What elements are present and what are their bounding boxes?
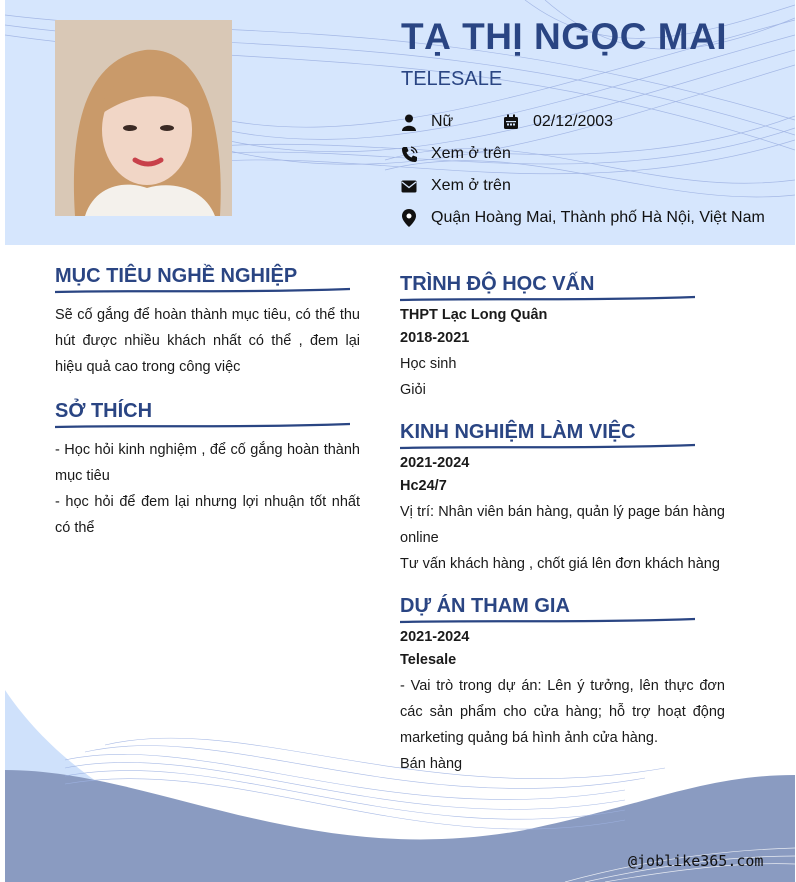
email-value: Xem ở trên bbox=[431, 177, 511, 194]
calendar-icon bbox=[502, 113, 520, 131]
birthdate-value: 02/12/2003 bbox=[533, 113, 614, 130]
birthdate-row bbox=[502, 113, 613, 131]
resume-page bbox=[5, 0, 795, 882]
experience-company: Hc24/7 bbox=[400, 478, 447, 494]
experience-heading-underline bbox=[400, 443, 695, 451]
project-period: 2021-2024 bbox=[400, 629, 470, 645]
phone-value: Xem ở trên bbox=[431, 145, 511, 162]
experience-heading: KINH NGHIỆM LÀM VIỆC bbox=[400, 421, 636, 443]
phone-icon bbox=[400, 145, 418, 163]
education-heading-underline bbox=[400, 295, 695, 303]
gender-value: Nữ bbox=[431, 113, 454, 130]
project-description: - Vai trò trong dự án: Lên ý tưởng, lên thực đơn các sản phẩm cho cửa hàng; hỗ trợ hoạt động marketing quảng bá hình ảnh cửa hàng. bbox=[400, 678, 725, 746]
education-school: THPT Lạc Long Quân bbox=[400, 307, 548, 323]
objective-text: Sẽ cố gắng để hoàn thành mục tiêu, có thể thu hút được nhiều khách nhất có thể , đem lại hiệu quả cao trong công việc bbox=[55, 307, 360, 375]
project-extra: Bán hàng bbox=[400, 756, 463, 772]
education-role: Học sinh bbox=[400, 356, 457, 372]
objective-heading: MỤC TIÊU NGHỀ NGHIỆP bbox=[55, 265, 298, 287]
envelope-icon bbox=[400, 177, 418, 195]
education-grade: Giỏi bbox=[400, 382, 426, 398]
address-row bbox=[400, 209, 765, 227]
projects-heading-underline bbox=[400, 617, 695, 625]
hobby-item: - Học hỏi kinh nghiệm , để cố gắng hoàn thành mục tiêu bbox=[55, 442, 360, 484]
email-row bbox=[400, 177, 511, 195]
address-value: Quận Hoàng Mai, Thành phố Hà Nội, Việt Nam bbox=[431, 209, 765, 226]
projects-heading: DỰ ÁN THAM GIA bbox=[400, 595, 570, 617]
map-pin-icon bbox=[400, 209, 418, 227]
experience-duty: Tư vấn khách hàng , chốt giá lên đơn khách hàng bbox=[400, 556, 720, 572]
hobbies-heading-underline bbox=[55, 422, 350, 430]
profile-photo bbox=[55, 20, 232, 216]
user-icon bbox=[400, 113, 418, 131]
gender-row bbox=[400, 113, 453, 131]
education-heading: TRÌNH ĐỘ HỌC VẤN bbox=[400, 273, 595, 295]
phone-row bbox=[400, 145, 511, 163]
education-period: 2018-2021 bbox=[400, 330, 470, 346]
candidate-title: TELESALE bbox=[401, 68, 503, 90]
project-name: Telesale bbox=[400, 652, 457, 668]
hobby-item: - học hỏi để đem lại nhưng lợi nhuận tốt nhất có thể bbox=[55, 494, 360, 536]
hobbies-heading: SỞ THÍCH bbox=[55, 400, 153, 422]
experience-period: 2021-2024 bbox=[400, 455, 470, 471]
watermark: @joblike365.com bbox=[628, 852, 764, 870]
candidate-name: TẠ THỊ NGỌC MAI bbox=[401, 16, 728, 57]
experience-position: Vị trí: Nhân viên bán hàng, quản lý page bán hàng online bbox=[400, 504, 725, 546]
objective-heading-underline bbox=[55, 287, 350, 295]
